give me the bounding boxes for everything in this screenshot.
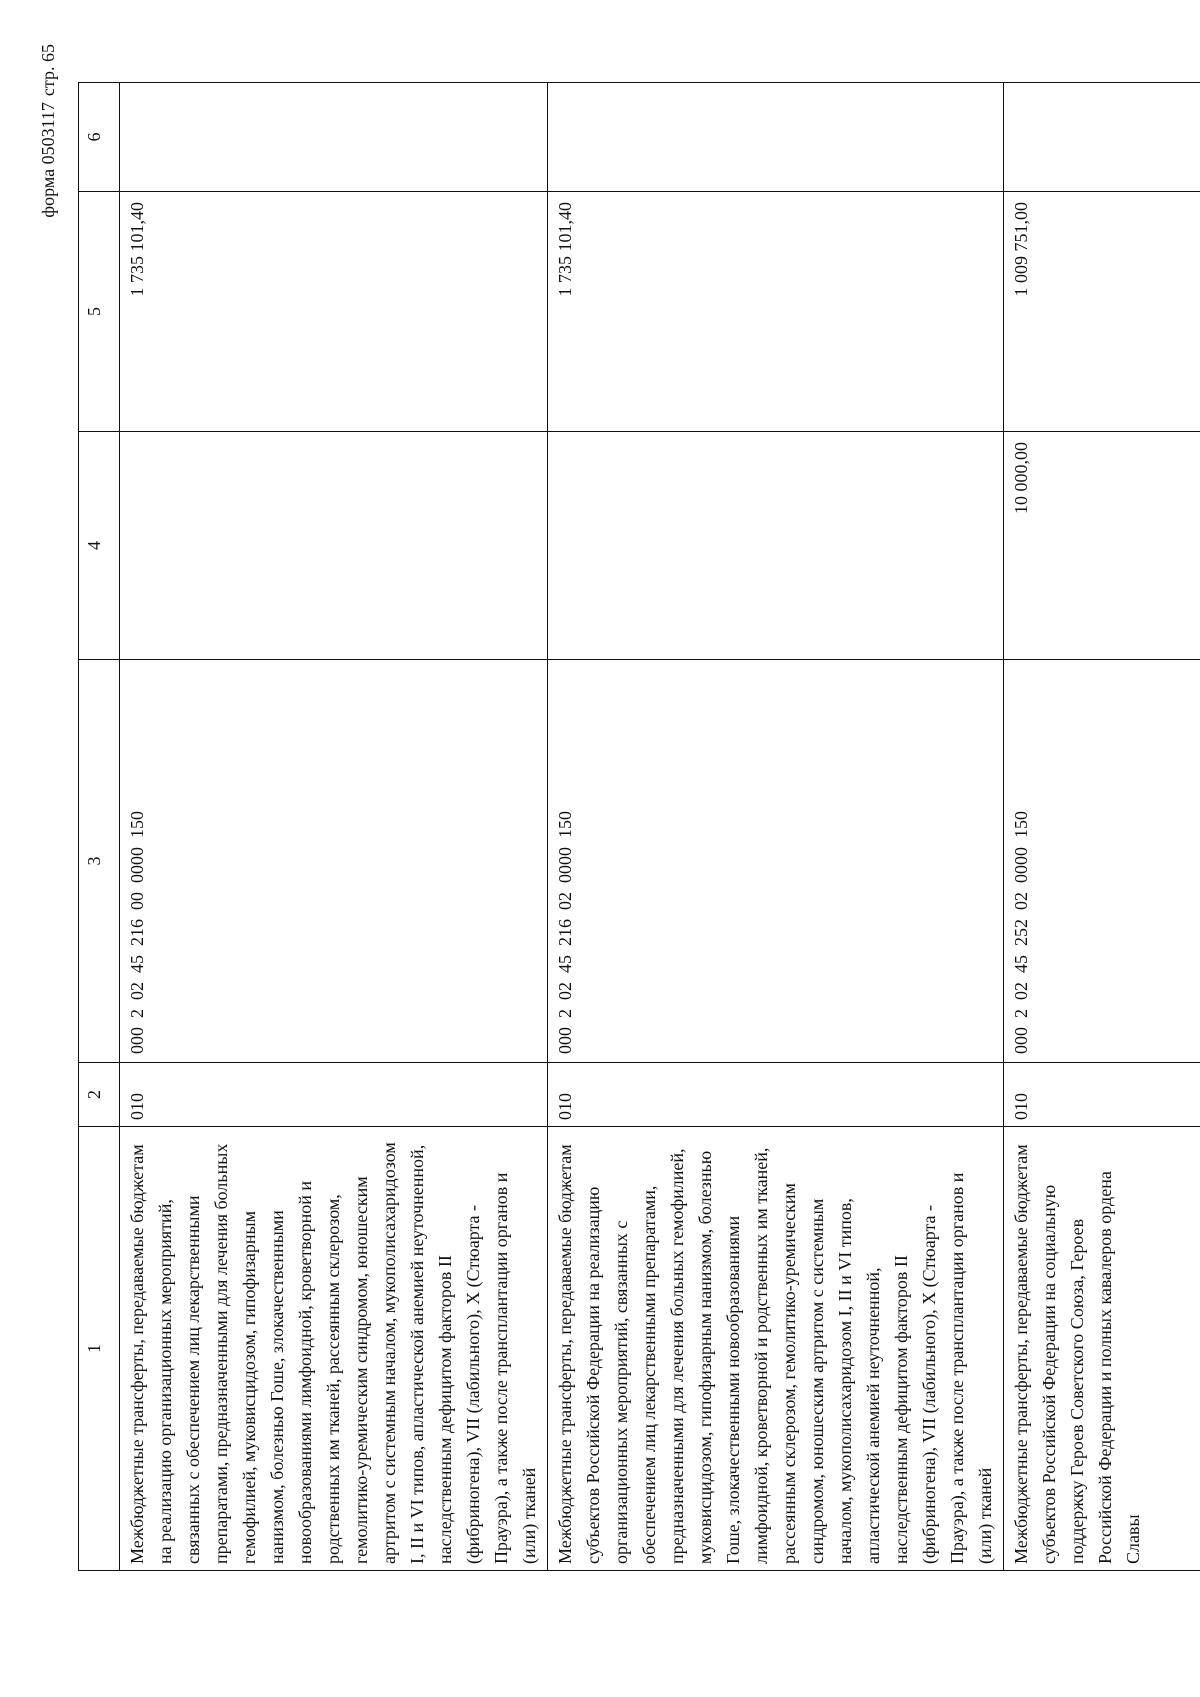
row-line-code: 010 — [548, 1063, 1004, 1127]
table-row — [120, 83, 548, 1571]
row-name: Межбюджетные трансферты, передаваемые бюджетам субъектов Российской Федерации на реализацию организационных мероприятий, связанных с обеспечением лиц лекарственными препаратами, предназначенными для лечения больных гемофилией, муковисцидозом, гипофизарным нанизмом, болезнью Гоше, злокачественными новообразованиями лимфоидной, кроветворной и родственных им тканей, рассеянным склерозом, гемолитико-уремическим синдромом, юношеским артритом с системным началом, мукополисахаридозом I, II и VI типов, апластической анемией неуточненной, наследственным дефицитом факторов II (фибриногена), VII (лабильного), X (Стюарта - Прауэра), а также после трансплантации органов и (или) тканей — [548, 1127, 1004, 1571]
row-budget-code: 000 2 02 45 216 00 0000 150 — [120, 660, 548, 1063]
form-header — [38, 44, 59, 218]
column-header-4: 4 — [79, 432, 120, 660]
table-row — [548, 83, 1004, 1571]
row-budget-code: 000 2 02 45 216 02 0000 150 — [548, 660, 1004, 1063]
row-name: Межбюджетные трансферты, передаваемые бюджетам на реализацию организационных мероприятий, связанных с обеспечением лиц лекарственными препаратами, предназначенными для лечения больных гемофилией, муковисцидозом, гипофизарным нанизмом, болезнью Гоше, злокачественными новообразованиями лимфоидной, кроветворной и родственных им тканей, рассеянным склерозом, гемолитико-уремическим синдромом, юношеским артритом с системным началом, мукополисахаридозом I, II и VI типов, апластической анемией неуточненной, наследственным дефицитом факторов II (фибриногена), VII (лабильного), X (Стюарта - Прауэра), а также после трансплантации органов и (или) тканей — [120, 1127, 548, 1571]
column-header-6: 6 — [79, 83, 120, 192]
row-col4-value — [548, 432, 1004, 660]
column-header-3: 3 — [79, 660, 120, 1063]
column-header-1: 1 — [79, 1127, 120, 1571]
row-budget-code: 000 2 02 45 252 02 0000 150 — [1004, 660, 1200, 1063]
row-col6-value — [548, 83, 1004, 192]
row-line-code: 010 — [1004, 1063, 1200, 1127]
page-label: стр. 65 — [38, 44, 58, 97]
report-table-container — [78, 83, 1143, 1571]
row-col4-value — [120, 432, 548, 660]
column-header-5: 5 — [79, 192, 120, 432]
row-col4-value: 10 000,00 — [1004, 432, 1200, 660]
form-label: форма 0503117 — [38, 102, 58, 218]
report-table — [78, 82, 1200, 1571]
table-row — [1004, 83, 1200, 1571]
row-col5-value: 1 735 101,40 — [548, 192, 1004, 432]
row-name: Межбюджетные трансферты, передаваемые бюджетам субъектов Российской Федерации на социальную поддержку Героев Советского Союза, Героев Российской Федерации и полных кавалеров ордена Славы — [1004, 1127, 1200, 1571]
row-col6-value — [120, 83, 548, 192]
row-col5-value: 1 009 751,00 — [1004, 192, 1200, 432]
column-header-2: 2 — [79, 1063, 120, 1127]
row-col6-value — [1004, 83, 1200, 192]
row-line-code: 010 — [120, 1063, 548, 1127]
column-number-row — [79, 83, 120, 1571]
row-col5-value: 1 735 101,40 — [120, 192, 548, 432]
